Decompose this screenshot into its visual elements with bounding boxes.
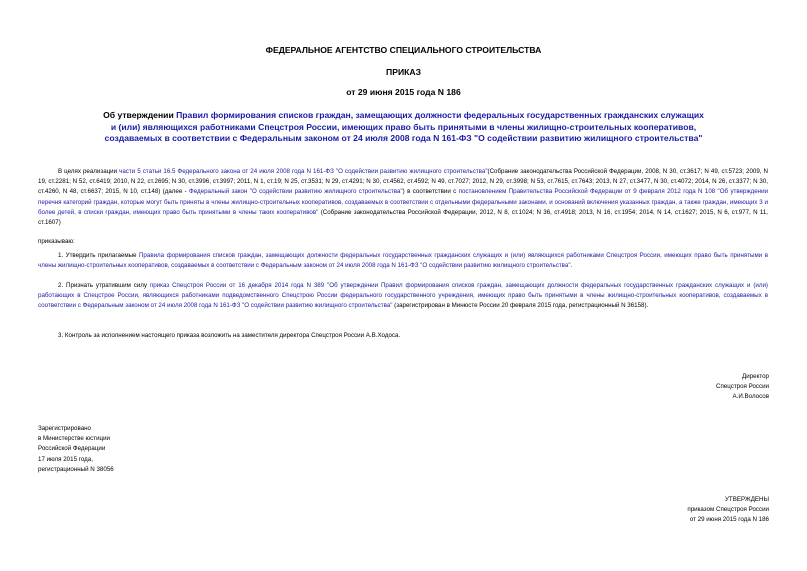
title-prefix: Об утверждении bbox=[103, 110, 177, 120]
signature-position: Директор bbox=[742, 373, 769, 380]
registration-line-5: регистрационный N 38056 bbox=[38, 465, 114, 473]
item-3 bbox=[38, 331, 768, 341]
preamble-resolution-link[interactable]: постановлением Правительства Российской Федерации от 9 февраля 2012 года N 108 "Об утверждении перечня категорий граждан, которые могут быть приняты в члены жилищно-строительных кооперативов, создаваемых в соответствии с отдельными федеральными законами, и оснований включения указанных граждан, а также граждан, имеющих 3 и более детей, в списки граждан, имеющих право быть принятыми в члены таких кооперативов" bbox=[38, 188, 769, 216]
preamble-text-3: ) в соответствии с bbox=[402, 188, 459, 196]
approved-block bbox=[687, 495, 769, 526]
signature-organization: Спецстроя России bbox=[715, 383, 769, 391]
preamble-federal-law-link[interactable]: Федеральный закон "О содействии развитию жилищного строительства" bbox=[189, 188, 403, 196]
registration-line-2: в Министерстве юстиции bbox=[38, 435, 111, 443]
item-3-text: 3. Контроль за исполнением настоящего приказа возложить на заместителя директора Спецстроя России А.В.Ходоса. bbox=[58, 332, 401, 339]
item-2-end: (зарегистрирован в Минюсте России 20 февраля 2015 года, регистрационный N 36158). bbox=[392, 302, 649, 310]
date-number-heading: от 29 июня 2015 года N 186 bbox=[346, 87, 461, 97]
item-1 bbox=[38, 251, 768, 271]
title-link[interactable]: Правил формирования списков граждан, замещающих должности федеральных государственных гражданских служащих и (или) являющихся работниками Спецстроя России, имеющих право быть принятыми в члены жилищно-строительных кооперативов, создаваемых в соответствии с Федеральным законом от 24 июля 2008 года N 161-ФЗ "О содействии развитию жилищного строительства" bbox=[104, 110, 704, 144]
preamble-text-2: (Собрание законодательства Российской Федерации, 2008, N 30, ст.3617; N 49, ст.5723; 2009, N 19, ст.2281; N 52, ст.6419; 2010, N 22, ст.2695; N 30, ст.3996, ст.3997; 2011, N 1, ст.19; N 25, ст.3531; N 29, ст.4291; N 30, ст.4562, ст.4592; N 49, ст.7027; 2012, N 29, ст.3998; N 53, ст.7615, ст.7643; 2013, N 27, ст.3477, N 30, ст.4072; 2014, N 26, ст.3377; N 30, ст.4260, N 48, ст.6637; 2015, N 10, ст.148) (далее - bbox=[38, 168, 768, 196]
document-title bbox=[102, 110, 705, 145]
item-2-order-link[interactable]: приказ Спецстроя России от 16 декабря 2014 года N 389 "Об утверждении Правил формирования списков граждан, замещающих должности федеральных государственных гражданских служащих и (или) работающих в Спецстрое России, являющихся работниками подведомственного Спецстрою России федерального государственного учреждения, имеющих право быть принятыми в члены жилищно-строительных кооперативов, создаваемых в соответствии с Федеральным законом от 24 июля 2008 года N 161-ФЗ "О содействии развитию жилищного строительства" bbox=[38, 282, 768, 310]
signature-name: А.И.Волосов bbox=[732, 393, 769, 401]
registration-line-3: Российской Федерации bbox=[38, 445, 106, 453]
preamble-text-4: (Собрание законодательства Российской Федерации, 2012, N 8, ст.1024; N 36, ст.4918; 2013, N 16, ст.1954; 2014, N 14, ст.1627; 2015, N 6, ст.977, N 11, ст.1607) bbox=[38, 208, 769, 227]
signature-block bbox=[716, 372, 769, 403]
item-1-rules-link[interactable]: Правила формирования списков граждан, замещающих должности федеральных государственных гражданских служащих и (или) являющихся работниками Спецстроя России, имеющих право быть принятыми в члены жилищно-строительных кооперативов, создаваемых в соответствии с Федеральным законом от 24 июля 2008 года N 161-ФЗ "О содействии развитию жилищного строительства" bbox=[38, 252, 769, 270]
item-1-end: . bbox=[570, 262, 573, 270]
item-2-text: 2. Признать утратившим силу bbox=[58, 282, 150, 289]
preamble-paragraph bbox=[38, 167, 768, 228]
registration-block bbox=[38, 424, 114, 475]
approved-date: от 29 июня 2015 года N 186 bbox=[689, 516, 769, 524]
order-word: приказываю: bbox=[38, 238, 75, 245]
item-1-text: 1. Утвердить прилагаемые bbox=[58, 252, 139, 259]
approved-word: УТВЕРЖДЕНЫ bbox=[725, 496, 769, 503]
agency-heading: ФЕДЕРАЛЬНОЕ АГЕНТСТВО СПЕЦИАЛЬНОГО СТРОИТЕЛЬСТВА bbox=[265, 45, 542, 55]
approved-by-order: приказом Спецстроя России bbox=[687, 506, 769, 514]
preamble-law-link[interactable]: части 5 статьи 16.5 Федерального закона от 24 июля 2008 года N 161-ФЗ "О содействии развитию жилищного строительства" bbox=[119, 168, 488, 175]
doc-type-heading: ПРИКАЗ bbox=[386, 67, 421, 77]
registration-line-4: 17 июля 2015 года, bbox=[38, 455, 93, 463]
registration-line-1: Зарегистрировано bbox=[38, 425, 91, 432]
preamble-text-1: В целях реализации bbox=[58, 168, 120, 175]
item-2 bbox=[38, 281, 768, 312]
